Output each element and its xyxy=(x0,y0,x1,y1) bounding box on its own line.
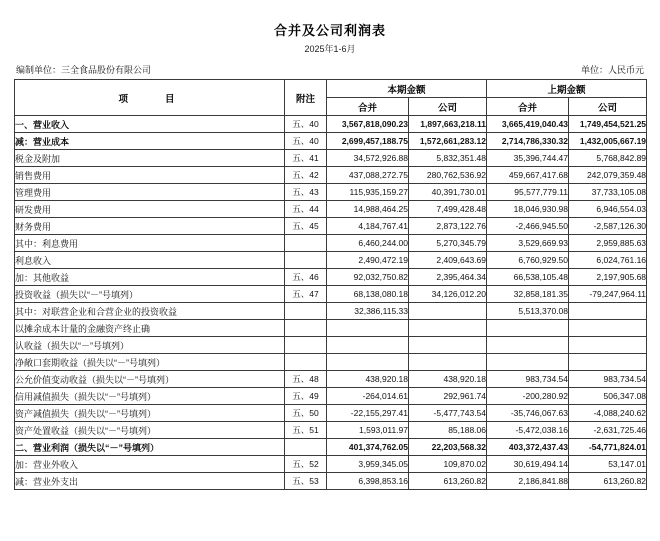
row-current-consolidated: 34,572,926.88 xyxy=(327,150,409,167)
row-current-company: 5,832,351.48 xyxy=(409,150,487,167)
row-prior-company: 983,734.54 xyxy=(569,371,647,388)
row-current-company: 2,409,643.69 xyxy=(409,252,487,269)
table-row xyxy=(15,337,647,354)
col-header-current-period: 本期金额 xyxy=(327,80,487,98)
row-note xyxy=(285,235,327,252)
row-prior-consolidated: 5,513,370.08 xyxy=(487,303,569,320)
row-label: 以摊余成本计量的金融资产终止确 xyxy=(15,320,285,337)
row-note xyxy=(285,439,327,456)
table-row xyxy=(15,150,647,167)
table-row xyxy=(15,422,647,439)
row-prior-consolidated: 2,186,841.88 xyxy=(487,473,569,490)
row-note: 五、40 xyxy=(285,133,327,150)
row-note: 五、50 xyxy=(285,405,327,422)
row-prior-company: 5,768,842.89 xyxy=(569,150,647,167)
row-current-company: 40,391,730.01 xyxy=(409,184,487,201)
row-note: 五、52 xyxy=(285,456,327,473)
row-current-consolidated: 401,374,762.05 xyxy=(327,439,409,456)
row-current-company: 280,762,536.92 xyxy=(409,167,487,184)
row-current-company: 613,260.82 xyxy=(409,473,487,490)
row-note: 五、51 xyxy=(285,422,327,439)
row-prior-consolidated: 459,667,417.68 xyxy=(487,167,569,184)
row-note: 五、41 xyxy=(285,150,327,167)
table-row xyxy=(15,320,647,337)
col-header-prior-company: 公司 xyxy=(569,98,647,116)
row-prior-consolidated: 3,529,669.93 xyxy=(487,235,569,252)
table-body xyxy=(15,116,647,490)
row-label: 研发费用 xyxy=(15,201,285,218)
row-current-company: 2,395,464.34 xyxy=(409,269,487,286)
row-current-company: 109,870.02 xyxy=(409,456,487,473)
row-current-company xyxy=(409,354,487,371)
table-row xyxy=(15,116,647,133)
table-row xyxy=(15,269,647,286)
row-prior-company: 242,079,359.48 xyxy=(569,167,647,184)
income-statement-table xyxy=(14,79,647,490)
row-current-company: 5,270,345.79 xyxy=(409,235,487,252)
row-prior-company: -54,771,824.01 xyxy=(569,439,647,456)
row-current-company: -5,477,743.54 xyxy=(409,405,487,422)
row-current-company: 22,203,568.32 xyxy=(409,439,487,456)
row-label: 其中：利息费用 xyxy=(15,235,285,252)
table-row xyxy=(15,371,647,388)
row-prior-consolidated: -2,466,945.50 xyxy=(487,218,569,235)
meta-row xyxy=(14,63,646,79)
row-label: 净敞口套期收益（损失以“－”号填列） xyxy=(15,354,285,371)
page-title: 合并及公司利润表 xyxy=(273,23,386,38)
row-current-company: 438,920.18 xyxy=(409,371,487,388)
currency-unit-label: 单位：人民币元 xyxy=(580,65,644,75)
row-prior-company: 2,197,905.68 xyxy=(569,269,647,286)
row-label: 减：营业成本 xyxy=(15,133,285,150)
row-note: 五、42 xyxy=(285,167,327,184)
table-row xyxy=(15,133,647,150)
row-current-consolidated: 2,699,457,188.75 xyxy=(327,133,409,150)
table-row xyxy=(15,388,647,405)
row-current-consolidated: 2,490,472.19 xyxy=(327,252,409,269)
row-prior-company: 6,946,554.03 xyxy=(569,201,647,218)
row-current-company: 1,897,663,218.11 xyxy=(409,116,487,133)
row-label: 资产减值损失（损失以“－”号填列） xyxy=(15,405,285,422)
row-prior-consolidated: -5,472,038.16 xyxy=(487,422,569,439)
table-row xyxy=(15,354,647,371)
row-current-consolidated: 92,032,750.82 xyxy=(327,269,409,286)
row-label: 税金及附加 xyxy=(15,150,285,167)
row-current-consolidated: -264,014.61 xyxy=(327,388,409,405)
row-current-consolidated: 6,398,853.16 xyxy=(327,473,409,490)
row-label: 认收益（损失以“－”号填列） xyxy=(15,337,285,354)
row-label: 其中：对联营企业和合营企业的投资收益 xyxy=(15,303,285,320)
row-prior-consolidated: 66,538,105.48 xyxy=(487,269,569,286)
row-prior-company xyxy=(569,303,647,320)
row-prior-company: 6,024,761.16 xyxy=(569,252,647,269)
reporting-period: 2025年1-6月 xyxy=(304,44,356,54)
row-prior-company xyxy=(569,354,647,371)
col-header-item: 项 目 xyxy=(15,80,285,116)
row-current-consolidated: 6,460,244.00 xyxy=(327,235,409,252)
row-current-consolidated: -22,155,297.41 xyxy=(327,405,409,422)
table-row xyxy=(15,167,647,184)
table-row xyxy=(15,184,647,201)
row-prior-consolidated: 6,760,929.50 xyxy=(487,252,569,269)
row-prior-consolidated: 2,714,786,330.32 xyxy=(487,133,569,150)
row-prior-company: 1,432,005,667.19 xyxy=(569,133,647,150)
row-note: 五、40 xyxy=(285,116,327,133)
row-prior-consolidated: 30,619,494.14 xyxy=(487,456,569,473)
col-header-current-company: 公司 xyxy=(409,98,487,116)
row-current-consolidated: 14,988,464.25 xyxy=(327,201,409,218)
table-header-row-1 xyxy=(15,80,647,98)
row-current-consolidated: 32,386,115.33 xyxy=(327,303,409,320)
row-current-consolidated: 3,567,818,090.23 xyxy=(327,116,409,133)
row-label: 公允价值变动收益（损失以“－”号填列） xyxy=(15,371,285,388)
row-prior-consolidated xyxy=(487,337,569,354)
row-note: 五、46 xyxy=(285,269,327,286)
prepared-by-label: 编制单位：三全食品股份有限公司 xyxy=(16,65,152,75)
row-label: 投资收益（损失以“－”号填列） xyxy=(15,286,285,303)
row-note xyxy=(285,337,327,354)
row-current-company xyxy=(409,320,487,337)
row-current-company: 2,873,122.76 xyxy=(409,218,487,235)
table-row xyxy=(15,405,647,422)
table-row xyxy=(15,439,647,456)
row-prior-company: -79,247,964.11 xyxy=(569,286,647,303)
row-prior-company: -2,587,126.30 xyxy=(569,218,647,235)
row-prior-consolidated: 35,396,744.47 xyxy=(487,150,569,167)
col-header-note: 附注 xyxy=(285,80,327,116)
row-current-consolidated xyxy=(327,354,409,371)
col-header-prior-consolidated: 合并 xyxy=(487,98,569,116)
row-prior-company: 53,147.01 xyxy=(569,456,647,473)
row-label: 管理费用 xyxy=(15,184,285,201)
table-row xyxy=(15,218,647,235)
row-note: 五、43 xyxy=(285,184,327,201)
row-current-company: 7,499,428.48 xyxy=(409,201,487,218)
row-prior-company: -4,088,240.62 xyxy=(569,405,647,422)
row-current-consolidated xyxy=(327,320,409,337)
row-current-consolidated xyxy=(327,337,409,354)
row-current-company: 34,126,012.20 xyxy=(409,286,487,303)
row-prior-consolidated: 32,858,181.35 xyxy=(487,286,569,303)
table-row xyxy=(15,286,647,303)
row-label: 加：营业外收入 xyxy=(15,456,285,473)
row-label: 一、营业收入 xyxy=(15,116,285,133)
row-prior-company: 613,260.82 xyxy=(569,473,647,490)
table-row xyxy=(15,252,647,269)
row-label: 加：其他收益 xyxy=(15,269,285,286)
row-current-company xyxy=(409,337,487,354)
col-header-current-consolidated: 合并 xyxy=(327,98,409,116)
row-prior-company xyxy=(569,337,647,354)
table-row xyxy=(15,201,647,218)
table-row xyxy=(15,456,647,473)
row-current-consolidated: 437,088,272.75 xyxy=(327,167,409,184)
row-current-company: 292,961.74 xyxy=(409,388,487,405)
row-current-consolidated: 68,138,080.18 xyxy=(327,286,409,303)
row-prior-consolidated: -200,280.92 xyxy=(487,388,569,405)
row-prior-consolidated: -35,746,067.63 xyxy=(487,405,569,422)
row-current-consolidated: 115,935,159.27 xyxy=(327,184,409,201)
row-note: 五、53 xyxy=(285,473,327,490)
row-prior-company: 1,749,454,521.25 xyxy=(569,116,647,133)
row-label: 财务费用 xyxy=(15,218,285,235)
row-prior-company: 2,959,885.63 xyxy=(569,235,647,252)
row-note: 五、44 xyxy=(285,201,327,218)
row-current-consolidated: 4,184,767.41 xyxy=(327,218,409,235)
row-note: 五、47 xyxy=(285,286,327,303)
row-note xyxy=(285,354,327,371)
row-note xyxy=(285,303,327,320)
row-prior-company: 37,733,105.08 xyxy=(569,184,647,201)
row-label: 信用减值损失（损失以“－”号填列） xyxy=(15,388,285,405)
row-prior-company: 506,347.08 xyxy=(569,388,647,405)
table-row xyxy=(15,235,647,252)
row-label: 销售费用 xyxy=(15,167,285,184)
row-prior-company: -2,631,725.46 xyxy=(569,422,647,439)
row-prior-consolidated xyxy=(487,320,569,337)
row-label: 资产处置收益（损失以“－”号填列） xyxy=(15,422,285,439)
row-note xyxy=(285,320,327,337)
row-current-consolidated: 1,593,011.97 xyxy=(327,422,409,439)
table-row xyxy=(15,303,647,320)
row-note: 五、45 xyxy=(285,218,327,235)
row-prior-consolidated: 95,577,779.11 xyxy=(487,184,569,201)
row-prior-consolidated: 3,665,419,040.43 xyxy=(487,116,569,133)
row-note xyxy=(285,252,327,269)
row-label: 减：营业外支出 xyxy=(15,473,285,490)
row-prior-consolidated: 18,046,930.98 xyxy=(487,201,569,218)
row-current-consolidated: 3,959,345.05 xyxy=(327,456,409,473)
row-note: 五、48 xyxy=(285,371,327,388)
row-current-consolidated: 438,920.18 xyxy=(327,371,409,388)
table-row xyxy=(15,473,647,490)
row-label: 利息收入 xyxy=(15,252,285,269)
col-header-prior-period: 上期金额 xyxy=(487,80,647,98)
row-prior-consolidated: 983,734.54 xyxy=(487,371,569,388)
row-note: 五、49 xyxy=(285,388,327,405)
row-current-company: 1,572,661,283.12 xyxy=(409,133,487,150)
row-label: 二、营业利润（损失以“－”号填列） xyxy=(15,439,285,456)
row-prior-company xyxy=(569,320,647,337)
row-prior-consolidated: 403,372,437.43 xyxy=(487,439,569,456)
row-prior-consolidated xyxy=(487,354,569,371)
row-current-company: 85,188.06 xyxy=(409,422,487,439)
row-current-company xyxy=(409,303,487,320)
